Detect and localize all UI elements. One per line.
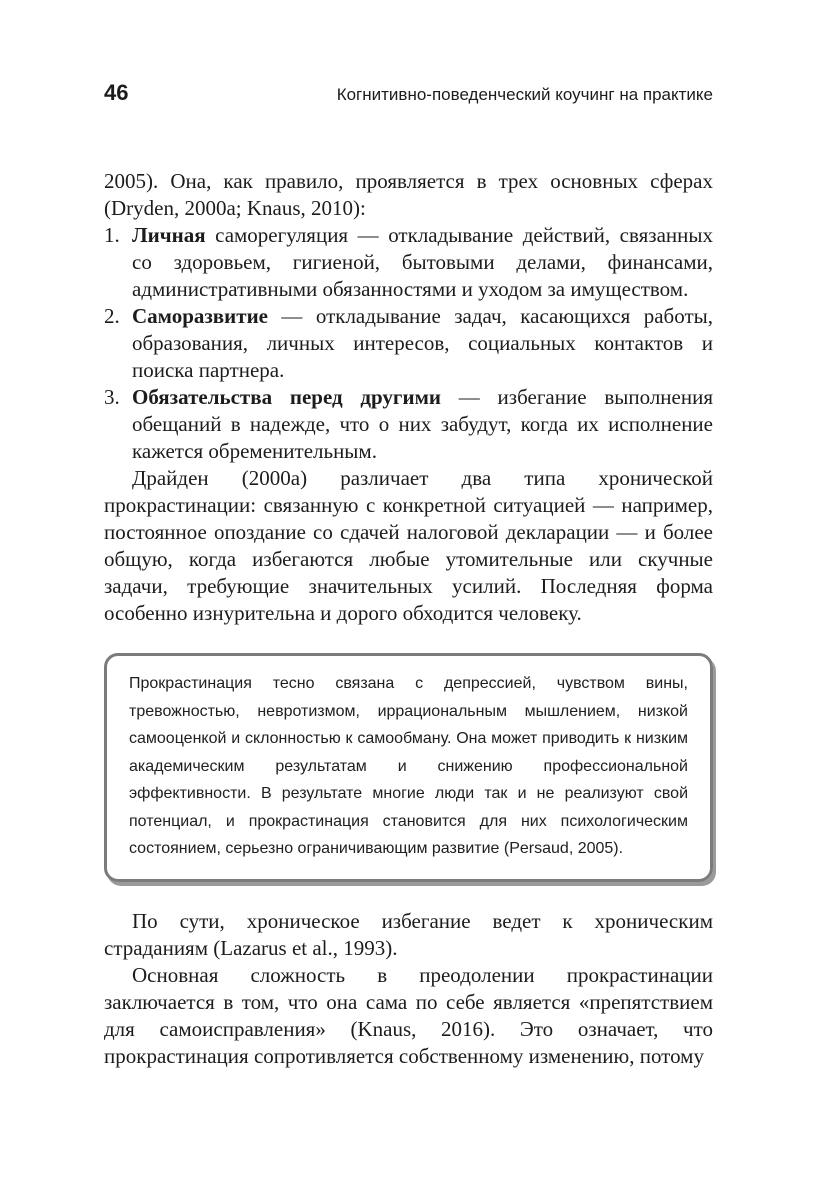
list-item-text bbox=[132, 222, 713, 303]
list-item-description: — избегание выполнения обещаний в надежде, что о них забудут, когда их исполнение кажется обременительным. bbox=[132, 385, 714, 463]
list-item-term: Обязательства перед другими bbox=[132, 385, 441, 409]
spheres-list bbox=[104, 222, 713, 465]
running-header bbox=[104, 80, 713, 110]
list-item-number: 3. bbox=[104, 385, 120, 409]
intro-paragraph: 2005). Она, как правило, проявляется в трех основных сферах (Dryden, 2000a; Knaus, 2010): bbox=[104, 169, 713, 220]
list-item-description: саморегуляция — откладывание действий, связанных со здоровьем, гигиеной, бытовыми делами, финансами, административными обязанностями и уходом за имуществом. bbox=[132, 223, 713, 301]
list-item bbox=[104, 384, 713, 465]
body-text bbox=[104, 168, 713, 1070]
callout-box: Прокрастинация тесно связана с депрессией, чувством вины, тревожностью, невротизмом, иррациональным мышлением, низкой самооценкой и склонностью к самообману. Она может приводить к низким академическим результатам и снижению профессиональной эффективности. В результате многие люди так и не реализуют свой потенциал, и прокрастинация становится для них психологическим состоянием, серьезно ограничивающим развитие (Persaud, 2005). bbox=[104, 653, 713, 882]
list-item-description: — откладывание задач, касающихся работы, образования, личных интересов, социальных контактов и поиска партнера. bbox=[132, 304, 713, 382]
list-item-number: 2. bbox=[104, 304, 120, 328]
list-item-term: Личная bbox=[132, 223, 206, 247]
suffering-paragraph: По сути, хроническое избегание ведет к хроническим страданиям (Lazarus et al., 1993). bbox=[104, 908, 713, 960]
page-number: 46 bbox=[104, 80, 129, 105]
list-item-text bbox=[132, 384, 713, 465]
running-title: Когнитивно-поведенческий коучинг на практике bbox=[336, 85, 713, 104]
dryden-paragraph: Драйден (2000a) различает два типа хронической прокрастинации: связанную с конкретной ситуацией — например, постоянное опоздание со сдачей налоговой декларации — и более общую, когда избегаются любые утомительные или скучные задачи, требующие значительных усилий. Последняя форма особенно изнурительна и дорого обходится человеку. bbox=[104, 466, 713, 625]
list-item bbox=[104, 222, 713, 303]
list-item-text bbox=[132, 303, 713, 384]
list-item bbox=[104, 303, 713, 384]
list-item-number: 1. bbox=[104, 223, 120, 247]
list-item-term: Саморазвитие bbox=[132, 304, 268, 328]
difficulty-paragraph: Основная сложность в преодолении прокрастинации заключается в том, что она сама по себе является «препятствием для самоисправления» (Knaus, 2016). Это означает, что прокрастинация сопротивляется собственному изменению, потому bbox=[104, 962, 713, 1068]
